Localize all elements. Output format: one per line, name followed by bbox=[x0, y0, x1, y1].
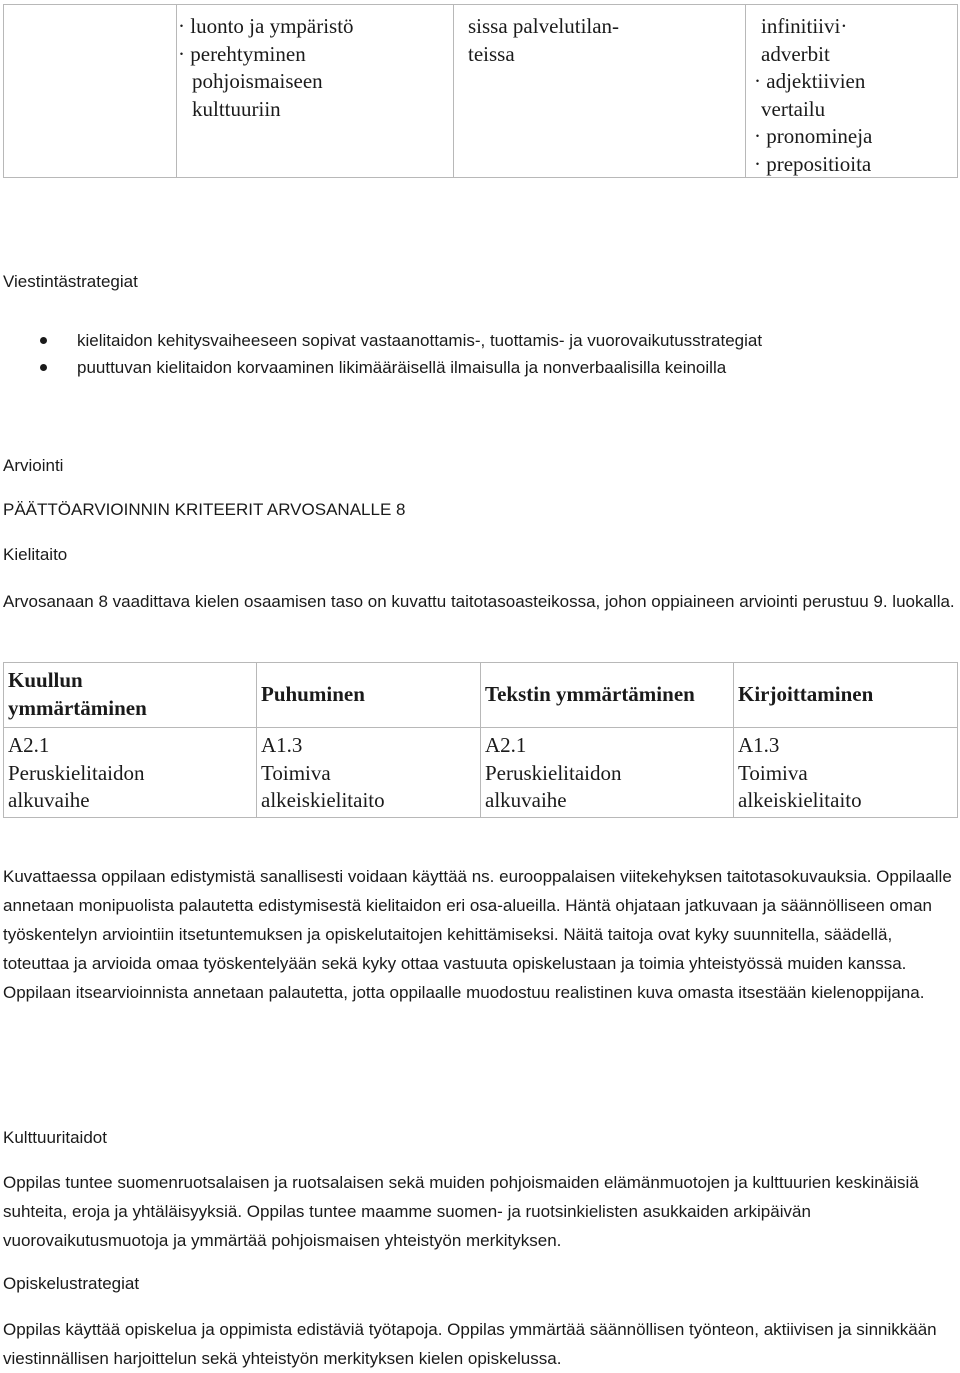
opiskelu-heading: Opiskelustrategiat bbox=[3, 1274, 140, 1293]
viestinta-heading: Viestintästrategiat bbox=[3, 272, 138, 291]
viestinta-list bbox=[3, 327, 958, 381]
top-table-col3 bbox=[754, 13, 956, 178]
level-desc: alkuvaihe bbox=[485, 788, 567, 812]
header-kuullun: Kuullun ymmärtäminen bbox=[8, 668, 147, 720]
list-item bbox=[3, 354, 958, 381]
col2-line: sissa palvelutilan- bbox=[468, 14, 620, 38]
bullet-icon bbox=[40, 364, 47, 371]
level-table bbox=[3, 662, 958, 818]
level-desc: alkeiskielitaito bbox=[261, 788, 385, 812]
col3-line: · prepositioita bbox=[754, 151, 872, 176]
kuvattaessa-paragraph: Kuvattaessa oppilaan edistymistä sanallisesti voidaan käyttää ns. eurooppalaisen viitekehyksen taitotasokuvauksia. Oppilaalle annetaan monipuolista palautetta edistymisestä kielitaidon eri osa-alueilla. Häntä ohjataan jatkuvaan ja säännölliseen oman työskentelyn arviointiin itsetuntemuksen ja opiskelutaitojen kehittämiseksi. Näitä taitoja ovat kyky suunnitella, säädellä, toteuttaa ja arvioida omaa työskentelyään sekä kyky ottaa vastuuta opiskelustaan ja toimia yhteistyössä muiden kanssa. Oppilaan itsearvioinnista annetaan palautetta, jotta oppilaalle muodostuu realistinen kuva omasta itsestään kielenoppijana. bbox=[3, 867, 952, 1002]
col3-line: vertailu bbox=[761, 96, 826, 121]
level-desc: Peruskielitaidon bbox=[8, 760, 145, 785]
col2-line: teissa bbox=[468, 41, 515, 66]
top-table-col0 bbox=[4, 5, 177, 177]
level-desc: Toimiva bbox=[738, 760, 808, 785]
opiskelu-paragraph: Oppilas käyttää opiskelua ja oppimista edistäviä työtapoja. Oppilas ymmärtää säännöllisen työnteon, aktiivisen ja sinnikkään viestinnällisen harjoittelun sekä yhteistyön merkityksen kielen opiskelussa. bbox=[3, 1320, 937, 1368]
arviointi-intro: Arvosanaan 8 vaadittava kielen osaamisen taso on kuvattu taitotasoasteikossa, johon oppiaineen arviointi perustuu 9. luokalla. bbox=[3, 592, 955, 611]
level-code: A2.1 bbox=[8, 733, 50, 757]
level-code: A2.1 bbox=[485, 733, 527, 757]
top-table-divider bbox=[453, 5, 454, 177]
header-tekstin: Tekstin ymmärtäminen bbox=[485, 682, 695, 706]
level-desc: alkuvaihe bbox=[8, 788, 90, 812]
cell-tekstin bbox=[485, 732, 730, 815]
list-item-text: puuttuvan kielitaidon korvaaminen likimääräisellä ilmaisulla ja nonverbaalisilla keinoilla bbox=[77, 358, 727, 377]
col3-line: adverbit bbox=[761, 41, 830, 66]
top-table-col2 bbox=[468, 13, 738, 68]
header-kirjoittaminen: Kirjoittaminen bbox=[738, 682, 874, 706]
top-table-col1 bbox=[178, 13, 448, 123]
cell-kuullun bbox=[8, 732, 248, 815]
arviointi-heading: Arviointi bbox=[3, 456, 64, 475]
col1-line: · luonto ja ympäristö bbox=[178, 14, 354, 38]
level-code: A1.3 bbox=[261, 733, 303, 757]
level-desc: Peruskielitaidon bbox=[485, 760, 622, 785]
header-puhuminen: Puhuminen bbox=[261, 682, 365, 706]
kulttuuri-paragraph: Oppilas tuntee suomenruotsalaisen ja ruotsalaisen sekä muiden pohjoismaiden elämänmuotojen ja kulttuurien keskinäisiä suhteita, eroja ja yhtäläisyyksiä. Oppilas tuntee maamme suomen- ja ruotsinkielisten asukkaiden arkipäivän vuorovaikutusmuotoja ja ymmärtää pohjoismaisen yhteistyön merkityksen. bbox=[3, 1173, 919, 1250]
top-table-divider bbox=[745, 5, 746, 177]
col3-line: · pronomineja bbox=[754, 124, 873, 148]
level-desc: alkeiskielitaito bbox=[738, 788, 862, 812]
col3-line: infinitiivi· bbox=[761, 14, 848, 38]
kulttuuri-heading: Kulttuuritaidot bbox=[3, 1128, 107, 1147]
list-item bbox=[3, 327, 958, 354]
level-table-divider bbox=[256, 663, 257, 817]
criteria-heading: PÄÄTTÖARVIOINNIN KRITEERIT ARVOSANALLE 8 bbox=[3, 500, 406, 519]
col1-line: pohjoismaiseen bbox=[192, 69, 323, 93]
level-table-divider bbox=[480, 663, 481, 817]
cell-kirjoittaminen bbox=[738, 732, 953, 815]
kielitaito-heading: Kielitaito bbox=[3, 545, 68, 564]
col1-line: kulttuuriin bbox=[192, 96, 281, 121]
col3-line: · adjektiivien bbox=[754, 69, 866, 93]
col1-line: · perehtyminen bbox=[178, 41, 306, 66]
level-desc: Toimiva bbox=[261, 760, 331, 785]
cell-puhuminen bbox=[261, 732, 476, 815]
level-code: A1.3 bbox=[738, 733, 780, 757]
top-table bbox=[3, 4, 958, 178]
level-table-divider bbox=[733, 663, 734, 817]
list-item-text: kielitaidon kehitysvaiheeseen sopivat vastaanottamis-, tuottamis- ja vuorovaikutusstrategiat bbox=[77, 331, 763, 350]
bullet-icon bbox=[40, 337, 47, 344]
